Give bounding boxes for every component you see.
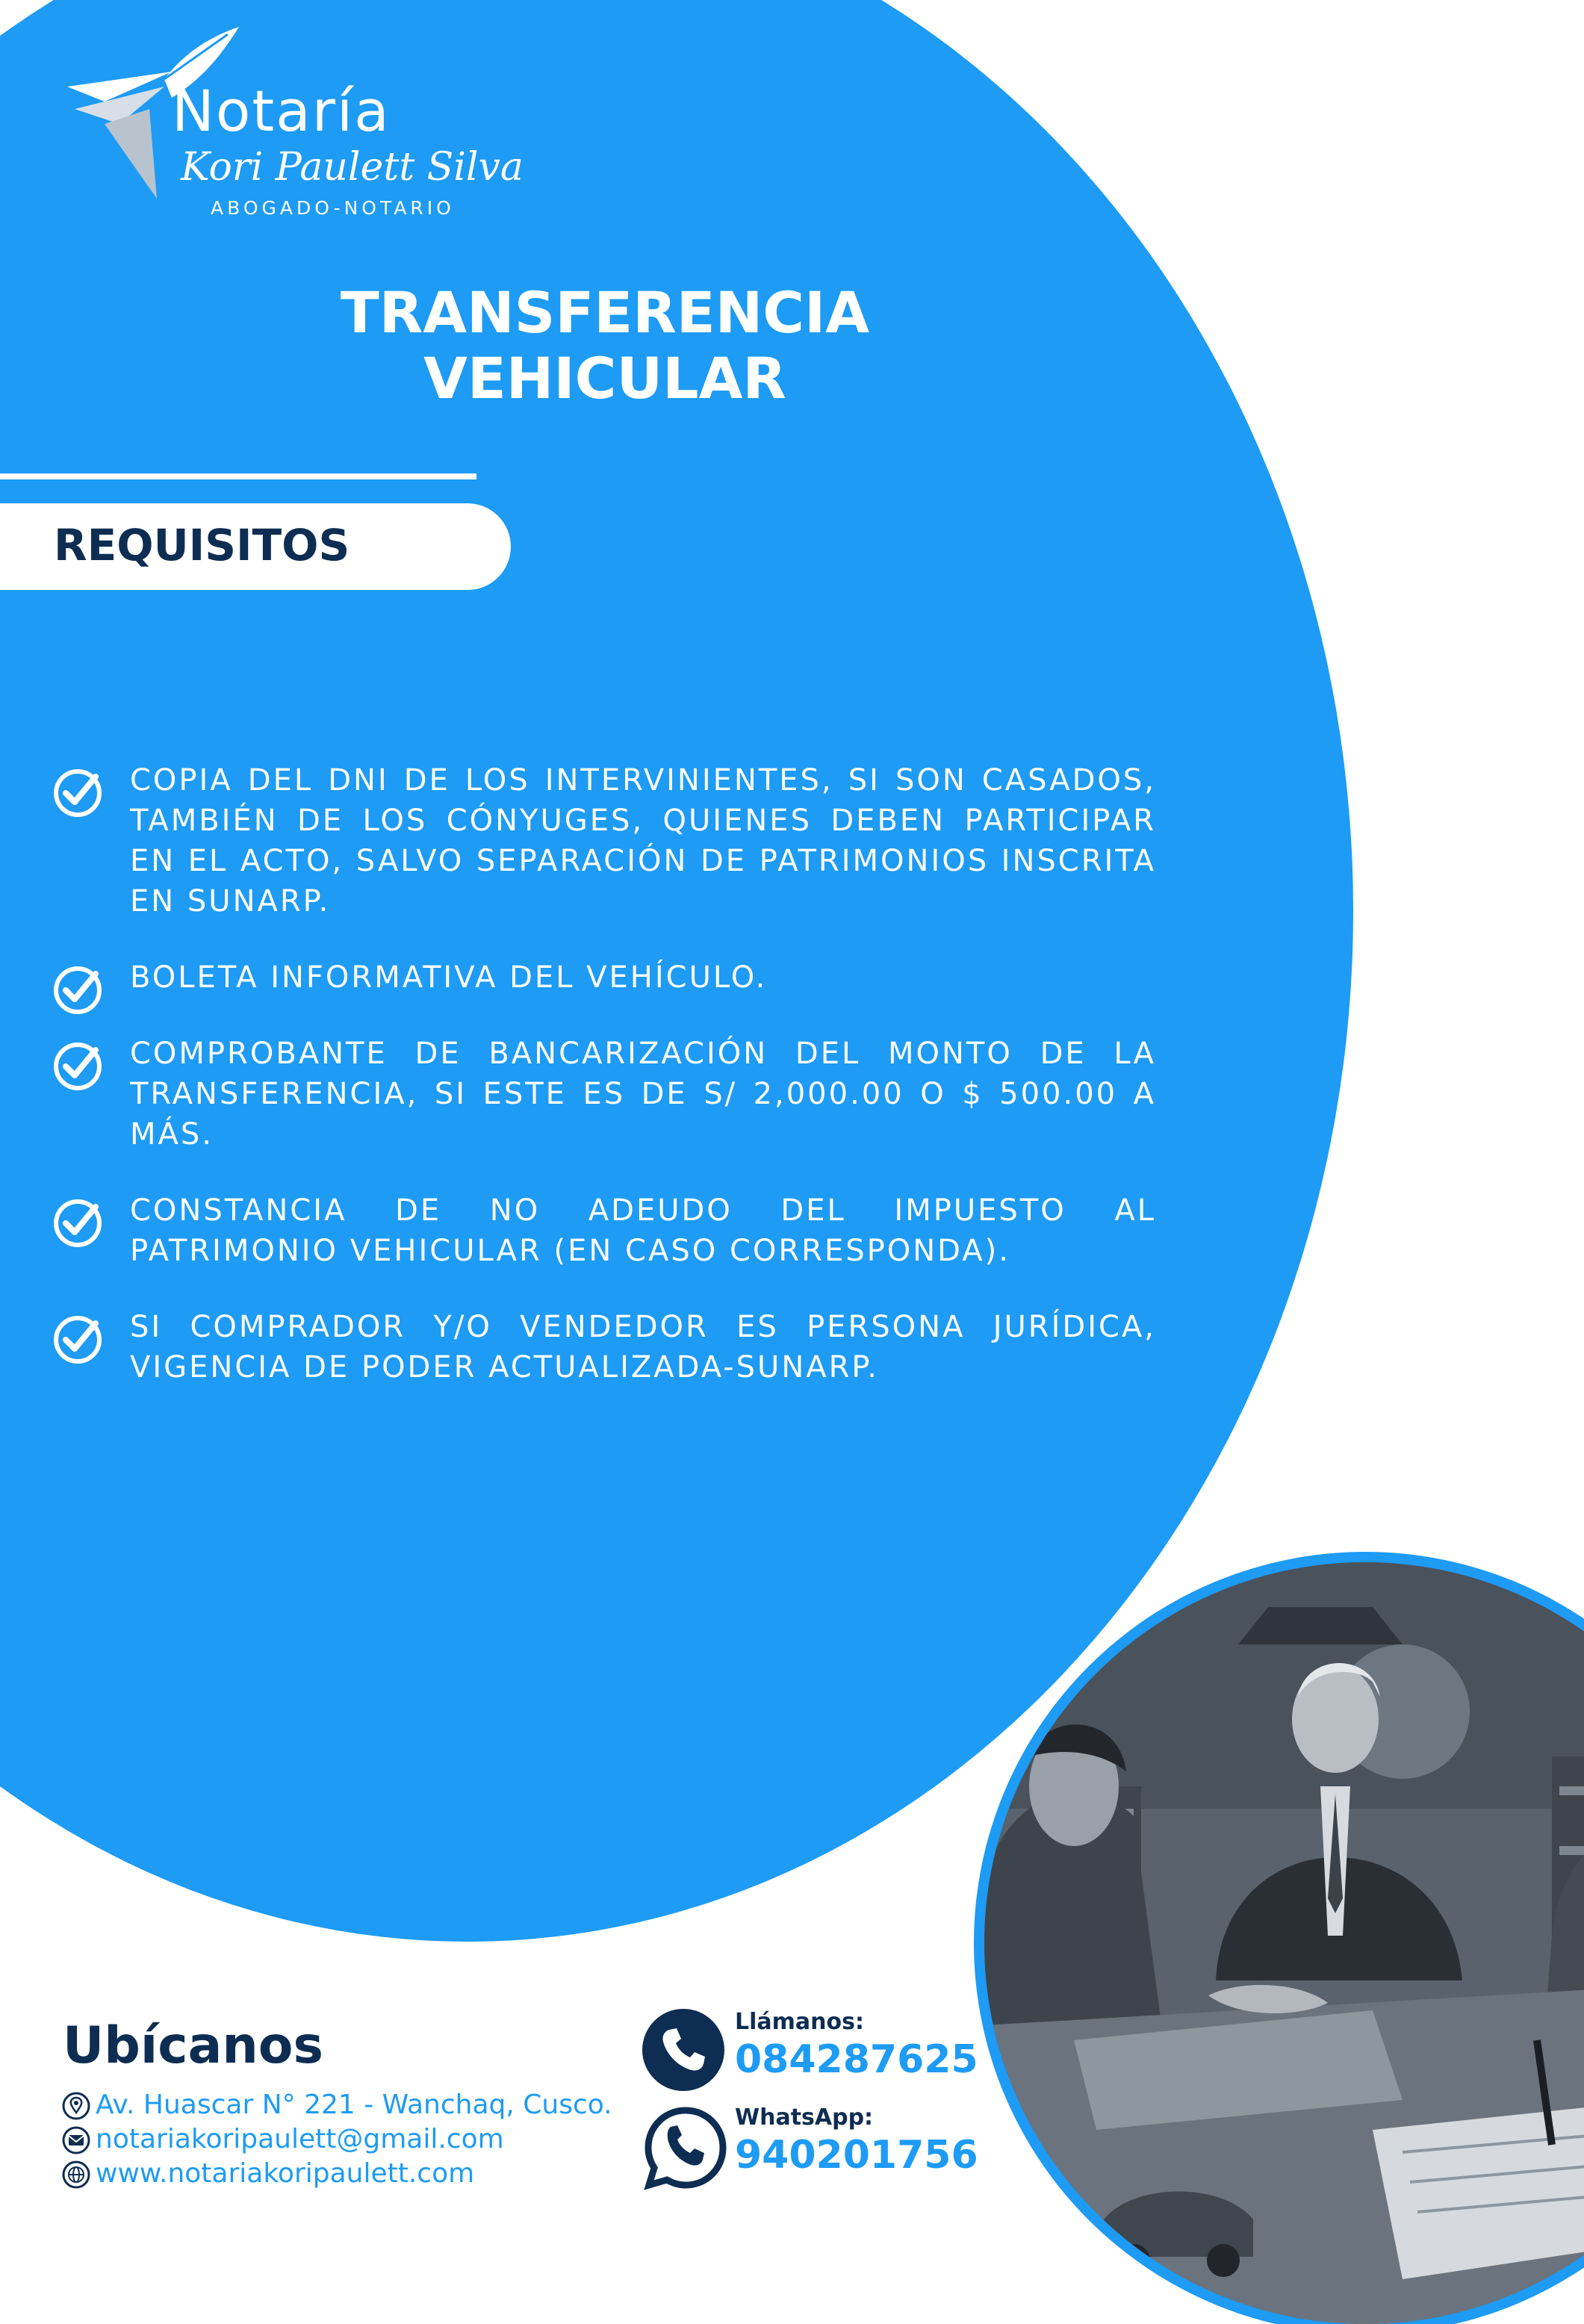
address-text: Av. Huascar N° 221 - Wanchaq, Cusco.: [96, 2090, 612, 2120]
requirement-item: [51, 1190, 1156, 1271]
phone-icon: [659, 2025, 708, 2075]
requirement-item: [51, 760, 1156, 922]
email-line[interactable]: [61, 2122, 504, 2157]
whatsapp-number[interactable]: 940201756: [735, 2133, 978, 2178]
requirement-item: [51, 957, 1156, 998]
check-circle-icon: [51, 1313, 105, 1367]
page-title-line-1: TRANSFERENCIA: [340, 279, 870, 346]
requirement-item: [51, 1307, 1156, 1388]
notary-meeting-photo: [984, 1562, 1584, 2324]
whatsapp-contact[interactable]: [642, 2104, 978, 2194]
location-pin-icon: [61, 2091, 91, 2121]
location-heading: Ubícanos: [63, 2016, 323, 2075]
check-circle-icon: [51, 963, 105, 1017]
requirement-text: COPIA DEL DNI DE LOS INTERVINIENTES, SI SON CASADOS, TAMBIÉN DE LOS CÓNYUGES, QUIENES DEBEN PARTICIPAR EN EL ACTO, SALVO SEPARACIÓN DE PATRIMONIOS INSCRITA EN SUNARP.: [130, 763, 1156, 919]
logo-notary-name: Kori Paulett Silva: [181, 145, 524, 190]
requirement-item: [51, 1034, 1156, 1155]
whatsapp-icon: [642, 2104, 729, 2191]
globe-icon: [61, 2160, 91, 2190]
phone-contact[interactable]: [642, 2009, 978, 2098]
whatsapp-label: WhatsApp:: [735, 2104, 874, 2131]
divider-line: [0, 473, 476, 479]
website-line[interactable]: [61, 2157, 474, 2191]
check-circle-icon: [51, 1196, 105, 1250]
address-line: [61, 2088, 612, 2122]
website-text[interactable]: www.notariakoripaulett.com: [96, 2158, 475, 2189]
phone-label: Llámanos:: [735, 2009, 864, 2035]
email-icon: [61, 2125, 91, 2155]
requirements-header-pill: [0, 503, 511, 590]
logo-wordmark: Notaría: [172, 78, 391, 144]
logo-subtitle: ABOGADO-NOTARIO: [211, 197, 455, 219]
page-title: [276, 280, 934, 411]
phone-icon-badge: [642, 2009, 724, 2091]
notaria-logo: [60, 27, 524, 229]
requirement-text: BOLETA INFORMATIVA DEL VEHÍCULO.: [130, 960, 768, 995]
requirement-text: COMPROBANTE DE BANCARIZACIÓN DEL MONTO DE LA TRANSFERENCIA, SI ESTE ES DE S/ 2,000.00 O $ 500.00 A MÁS.: [130, 1037, 1156, 1152]
check-circle-icon: [51, 766, 105, 820]
check-circle-icon: [51, 1040, 105, 1093]
requirement-text: CONSTANCIA DE NO ADEUDO DEL IMPUESTO AL PATRIMONIO VEHICULAR (EN CASO CORRESPONDA).: [130, 1193, 1156, 1268]
phone-number[interactable]: 084287625: [735, 2037, 978, 2082]
requirement-text: SI COMPRADOR Y/O VENDEDOR ES PERSONA JURÍDICA, VIGENCIA DE PODER ACTUALIZADA-SUNARP.: [130, 1310, 1156, 1385]
requirements-heading: REQUISITOS: [54, 520, 350, 571]
email-text[interactable]: notariakoripaulett@gmail.com: [96, 2124, 504, 2154]
page-title-line-2: VEHICULAR: [423, 345, 786, 411]
requirements-list: [51, 760, 1156, 1423]
